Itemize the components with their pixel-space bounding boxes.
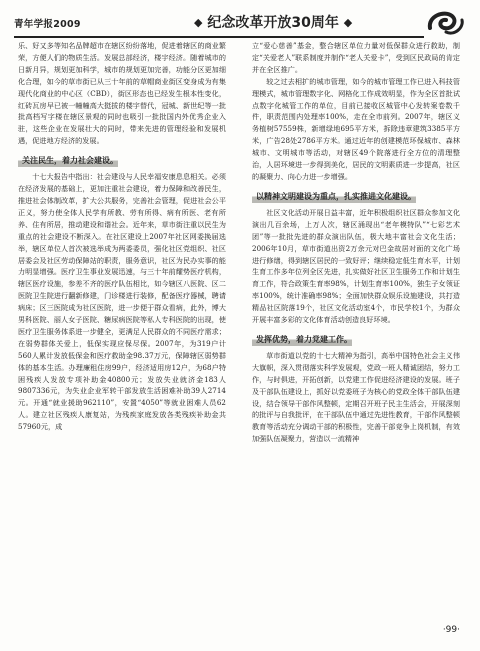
paragraph: 草市街道以党的十七大精神为指引，高举中国特色社会主义伟大旗帜，深入贯彻落实科学发展观，党政一班人精诚团结，努力工作，与时俱进，开拓创新，以党建工作促进经济建设的发展。班子及干部队伍建设上，抓好以党委班子为核心的党政全体干部队伍建设，结合领导干部作风整顿，定期召开班子民主生活会，开展深刻的批评与自我批评，在干部队伍中通过先进性教育，干部作风整顿教育等活动充分调动干部的积极性，完善干部竞争上岗机制，有效加强队伍凝聚力，营造以一流精神 bbox=[252, 350, 460, 444]
swirl-logo-icon bbox=[424, 6, 466, 40]
paragraph: 较之过去相扩的城市管理，如今的城市管理工作已进入科技管理模式，城市管理数字化、网格化工作成效明显，作为全区首批试点数字化城管工作的单位，目前已接收区城管中心发转案卷数千件，职责范围内处理率100%，走在全市前列。2007年，辖区义务植树57559株，新增绿地695平方米，拆除违章建筑3385平方米，广告28处2786平方米。通过近年的创建模范环保城市、森林城市、文明城市等活动，对辖区49个院落进行全方位的清理整治，人居环境进一步得到美化，居民的文明素质进一步提高，社区的凝聚力、向心力进一步增强。 bbox=[252, 76, 460, 181]
section-banner-text: 纪念改革开放30周年 bbox=[207, 15, 339, 31]
section-heading: 以精神文明建设为重点，扎实推进文化建设。 bbox=[252, 191, 416, 203]
right-column bbox=[252, 40, 460, 445]
paragraph: 十七大报告中指出：社会建设与人民幸福安康息息相关。必须在经济发展的基础上，更加注重社会建设，着力保障和改善民生，推进社会体制改革，扩大公共服务，完善社会管理，促进社会公平正义，努力使全体人民学有所教、劳有所得、病有所医、老有所养、住有所居，推动建设和谐社会。近年来，草市街注重以民生为重点的社会建设不断深入。在社区建设上2007年社区网委换届选举，辖区单位人首次被选举成为两委委员，强化社区党组织、社区居委会及社区劳动保障站的职责，服务意识，社区为民办实事的能力明显增强。医疗卫生事业发展迅速，与三十年前耀势医疗机构，辖区医疗设施，参差不齐的医疗队伍相比，如今辖区八医院、区二医院卫生院进行翻新修建，门诊楼进行装修，配备医疗器械，聘请病床；区三医院成为社区医院，进一步便于群众看病，此外，博大男科医院、丽人女子医院、糖尿病医院等私人专科医院的出现，使医疗卫生服务体系进一步健全，更满足人民群众的不同医疗需求；在弱势群体关爱上，低保实现应保尽保。2007年，为319户计560人累计发放低保金和医疗救助金98.37万元，保障辖区弱势群体的基本生活。办理廉租住房99户，经济适用房12户，为68户特困残疾人发放专项补助金40800元；发放失业就济金183人9807336元，为失业企业军转干部发放生活困难补助39人2714元。开通“就业援助962110”，安置“4050”等就业困难人员62人。建立社区残疾人康复站，为残疾家庭发放各类残疾补助金共57960元，成 bbox=[18, 172, 226, 432]
section-heading: 发挥优势，着力党建工作。 bbox=[252, 334, 352, 346]
paragraph: 社区文化活动开展日益丰富，近年积极组织社区群众参加文化演出几百余场，上万人次，辖区涌现出“老年模特队”“七彩艺术团”等一批批先进的群众演出队伍，极大地丰富社会文化生活；2006年10月，草市街道出资2万余元对巴金故居对面的文化广场进行修缮，得到辖区居民的一致好评；继续稳定低生育水平，计划生育工作多年位列全区先进，扎实做好社区卫生服务工作和计划生育工作，符合政策生育率98%，计划生育率100%，独生子女领证率100%，统计准确率98%；全面加快群众娱乐设施建设，共打造精品社区院落19个，社区文化活动室4个，市民学校1个，为群众开展丰富多彩的文化体育活动创造良好环境。 bbox=[252, 207, 460, 325]
journal-title: 青年学报2009 bbox=[14, 19, 81, 30]
paragraph: 乐、好又多等知名品牌超市在辖区纷纷落地，促进着辖区的商业繁荣，方便人们的物质生活。发展总部经济，楼宇经济。随着城市的日新月异，规划更加科学，城市的规划更加完善，功能分区更加细化合理，如今的草市街已从三十年前的草帽商业街区变身成为有集现代化商业的中心区（CBD），街区形态也已经发生根本性变化，红砖瓦房早已被一幢幢高大挺拔的楼宇替代，冠城、新世纪等一批批高档写字楼在辖区景观的同时也吸引一批批国内外优秀企业入驻，这些企业在发展壮大的同时，带来先进的管理经验和发展机遇，促进地方经济的发展。 bbox=[18, 41, 226, 146]
page-header bbox=[14, 6, 466, 38]
diamond-right-icon: ◆ bbox=[343, 16, 353, 29]
section-banner bbox=[194, 12, 352, 32]
diamond-left-icon: ◆ bbox=[194, 16, 203, 29]
paragraph: 立“爱心慈善”基金，整合辖区单位力量对低保群众进行救助，制定“关爱老人”联系制度并制作“老人关爱卡”，受到区民政局的肯定并在全区推广。 bbox=[252, 41, 460, 74]
section-heading: 关注民生，着力社会建设。 bbox=[18, 155, 118, 167]
page-number: ·99· bbox=[442, 625, 460, 635]
left-column bbox=[18, 40, 226, 433]
header-rule bbox=[14, 36, 424, 38]
